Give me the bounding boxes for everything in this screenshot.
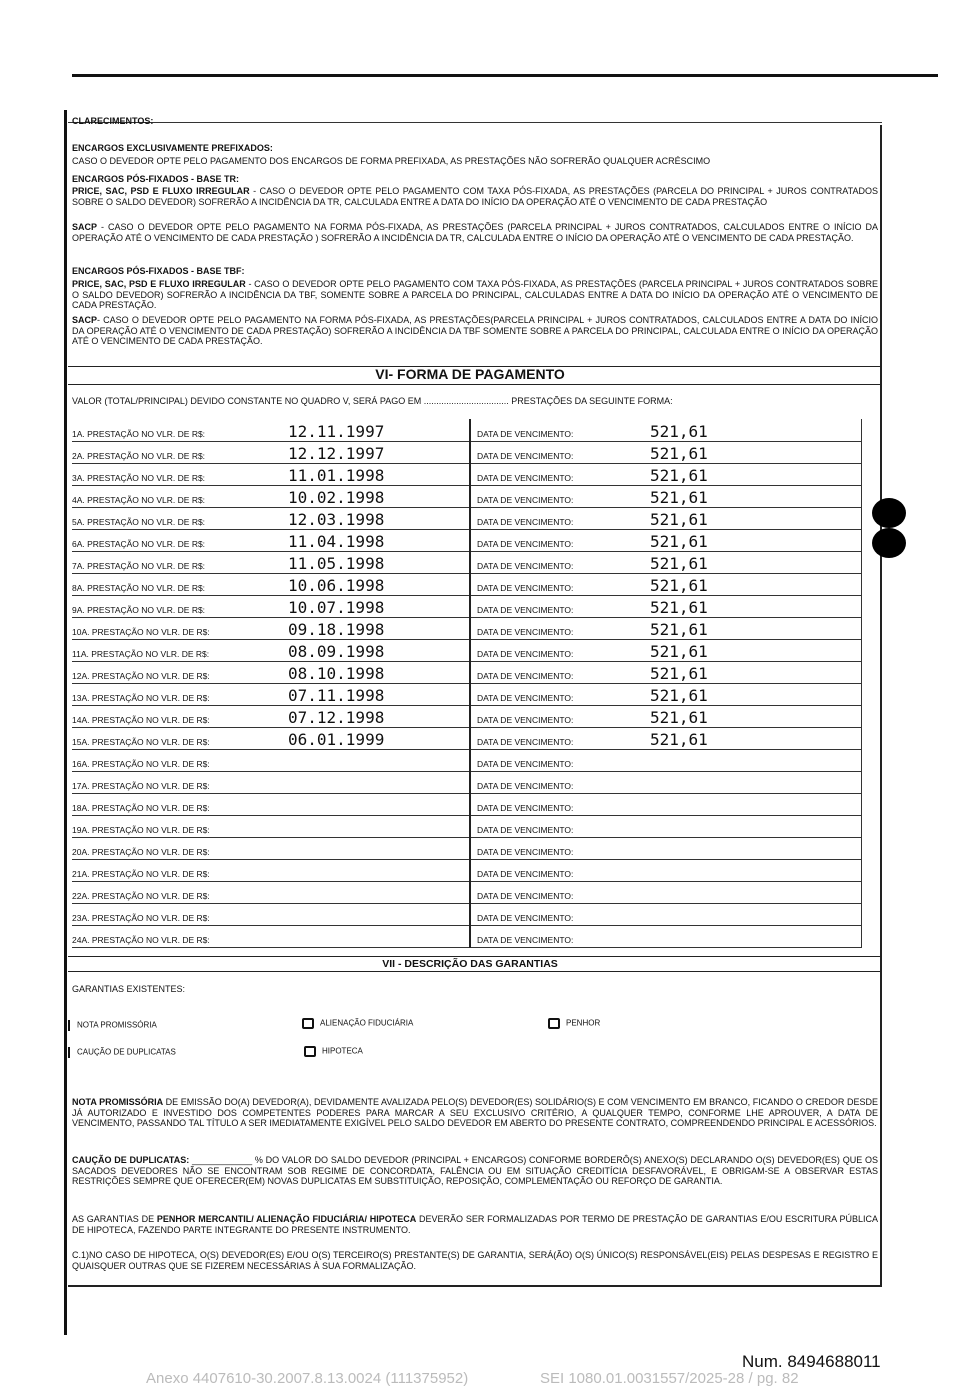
table-row <box>72 793 862 815</box>
due-date-label: DATA DE VENCIMENTO: <box>470 837 650 859</box>
frame-top-line <box>68 122 882 123</box>
installment-date: 12.11.1997 <box>222 419 470 441</box>
option-alienacao <box>302 1018 413 1029</box>
installment-value: 521,61 <box>650 551 862 573</box>
p3-lead: PENHOR MERCANTIL/ ALIENAÇÃO FIDUCIÁRIA/ HIPOTECA <box>156 1214 417 1224</box>
installment-label: 20A. PRESTAÇÃO NO VLR. DE R$: <box>72 837 222 859</box>
due-date-label: DATA DE VENCIMENTO: <box>470 903 650 925</box>
installment-label: 21A. PRESTAÇÃO NO VLR. DE R$: <box>72 859 222 881</box>
p1-lead: NOTA PROMISSÓRIA <box>72 1097 164 1107</box>
installment-label: 9A. PRESTAÇÃO NO VLR. DE R$: <box>72 595 222 617</box>
tr-sacp-text: - CASO O DEVEDOR OPTE PELO PAGAMENTO NA FORMA PÓS-FIXADA, AS PRESTAÇÕES (PARCELA PRINCIPAL + JUROS CONTRATADOS, CALCULADOS ENTRE O INÍCIO DA OPERAÇÃO ATÉ O VENCIMENTO DE CADA PRESTAÇÃO ) SOFRERÃO A INCIDÊNCIA DA TR, CALCULADA ENTRE O INÍCIO DA OPERAÇÃO ATÉ O VENCIMENTO DE CADA PRESTAÇÃO. <box>72 222 878 243</box>
installment-value: 521,61 <box>650 463 862 485</box>
garantias-formalizacao-paragraph <box>72 1214 878 1235</box>
table-row <box>72 485 862 507</box>
due-date-label: DATA DE VENCIMENTO: <box>470 881 650 903</box>
due-date-label: DATA DE VENCIMENTO: <box>470 925 650 947</box>
installment-date <box>222 793 470 815</box>
p1-text: DE EMISSÃO DO(A) DEVEDOR(A), DEVIDAMENTE AVALIZADA PELO(S) DEVEDOR(ES) SOLIDÁRIO(S) E COM VENCIMENTO EM BRANCO, FICANDO O CREDOR DESDE JÁ AUTORIZADO E INVESTIDO DOS COMPETENTES PODERES PARA MARCAR A SEU EXCLUSIVO CRITÉRIO, A QUALQUER TEMPO, CONFORME LHE APROUVER, A DATA DE VENCIMENTO, PASSANDO TAL TÍTULO A SER IMEDIATAMENTE EXIGÍVEL PELO SALDO DEVEDOR EM ABERTO DO PRESENTE CONTRATO, COMPREENDENDO PRINCIPAL E ACESSÓRIOS. <box>72 1097 878 1128</box>
option-nota-promissoria <box>68 1020 157 1031</box>
installment-value <box>650 837 862 859</box>
caucao-paragraph <box>72 1155 878 1187</box>
installment-date <box>222 881 470 903</box>
installment-value <box>650 903 862 925</box>
table-row <box>72 705 862 727</box>
installment-date: 07.12.1998 <box>222 705 470 727</box>
installment-value: 521,61 <box>650 419 862 441</box>
tbf-heading: ENCARGOS PÓS-FIXADOS - BASE TBF: <box>72 266 245 276</box>
garantias-existentes-label: GARANTIAS EXISTENTES: <box>72 984 186 994</box>
due-date-label: DATA DE VENCIMENTO: <box>470 771 650 793</box>
checkbox-icon <box>302 1018 314 1029</box>
p2-text: ____________ % DO VALOR DO SALDO DEVEDOR (PRINCIPAL + ENCARGOS) CONFORME BORDERÔ(S) ANEXO(S) DECLARANDO O(S) DEVEDOR(ES) QUE OS SACADOS DEVEDORES NÃO SE ENCONTRAM SOB REGIME DE CONCORDATA, FALÊNCIA OU EM SITUAÇÃO CREDITÍCIA DESFAVORÁVEL, E OBRIGAM-SE A OBSERVAR ESTAS RESTRIÇÕES SEMPRE QUE OFERECER(EM) NOVAS DUPLICATAS EM SUBSTITUIÇÃO, REPOSIÇÃO, COMPLEMENTAÇÃO OU REFORÇO DE GARANTIA. <box>72 1155 878 1186</box>
installment-label: 22A. PRESTAÇÃO NO VLR. DE R$: <box>72 881 222 903</box>
due-date-label: DATA DE VENCIMENTO: <box>470 705 650 727</box>
frame-bottom-line <box>68 1285 882 1287</box>
installment-label: 8A. PRESTAÇÃO NO VLR. DE R$: <box>72 573 222 595</box>
installment-label: 7A. PRESTAÇÃO NO VLR. DE R$: <box>72 551 222 573</box>
installment-date: 11.01.1998 <box>222 463 470 485</box>
installment-date <box>222 903 470 925</box>
pagamento-intro: VALOR (TOTAL/PRINCIPAL) DEVIDO CONSTANTE NO QUADRO V, SERÁ PAGO EM .................................. PRESTAÇÕES DA SEGUINTE FORMA: <box>72 396 673 406</box>
table-row <box>72 639 862 661</box>
due-date-label: DATA DE VENCIMENTO: <box>470 683 650 705</box>
installment-date: 10.02.1998 <box>222 485 470 507</box>
caucao-duplicatas-label: CAUÇÃO DE DUPLICATAS <box>77 1047 176 1057</box>
table-row <box>72 529 862 551</box>
penhor-label: PENHOR <box>566 1018 601 1028</box>
tbf-price-text: - CASO O DEVEDOR OPTE PELO PAGAMENTO COM TAXA PÓS-FIXADA, AS PRESTAÇÕES (PARCELA PRINCIPAL + JUROS CONTRATADOS SOBRE O SALDO DEVEDOR) SOFRERÃO A INCIDÊNCIA DA TBF, SOMENTE SOBRE A PARCELA DO PRINCIPAL, CALCULADAS ENTRE A DATA DO INÍCIO DA OPERAÇÃO ATÉ O VENCIMENTO DE CADA PRESTAÇÃO. <box>72 279 878 310</box>
due-date-label: DATA DE VENCIMENTO: <box>470 551 650 573</box>
installment-label: 24A. PRESTAÇÃO NO VLR. DE R$: <box>72 925 222 947</box>
hipoteca-paragraph: C.1)NO CASO DE HIPOTECA, O(S) DEVEDOR(ES) E/OU O(S) TERCEIRO(S) PRESTANTE(S) DE GARANTIA, SERÁ(ÃO) O(S) ÚNICO(S) RESPONSÁVEL(EIS) PELAS DESPESAS E REGISTRO E QUAISQUER OUTRAS QUE SE FIZEREM NECESSÁRIAS À SUA FORMALIZAÇÃO. <box>72 1250 878 1271</box>
table-row <box>72 837 862 859</box>
due-date-label: DATA DE VENCIMENTO: <box>470 815 650 837</box>
tbf-sacp-text: - CASO O DEVEDOR OPTE PELO PAGAMENTO NA FORMA PÓS-FIXADA, AS PRESTAÇÕES(PARCELA PRINCIPAL + JUROS CONTRATADOS, CALCULADOS ENTRE A DATA DO INÍCIO DA OPERAÇÃO ATÉ O VENCIMENTO DE CADA PRESTAÇÃO) SOFRERÃO A INCIDÊNCIA DA TBF SOMENTE SOBRE A PARCELA DO PRINCIPAL, CALCULADA ENTRE O INÍCIO DA OPERAÇÃO ATÉ O VENCIMENTO DE CADA PRESTAÇÃO. <box>72 315 878 346</box>
table-row <box>72 507 862 529</box>
installment-label: 23A. PRESTAÇÃO NO VLR. DE R$: <box>72 903 222 925</box>
installment-date: 12.03.1998 <box>222 507 470 529</box>
table-row <box>72 771 862 793</box>
installment-value: 521,61 <box>650 485 862 507</box>
installment-value <box>650 925 862 947</box>
installment-label: 16A. PRESTAÇÃO NO VLR. DE R$: <box>72 749 222 771</box>
tr-price-lead: PRICE, SAC, PSD E FLUXO IRREGULAR <box>72 186 250 196</box>
tbf-sacp-lead: SACP <box>72 315 98 325</box>
document-number: Num. 8494688011 <box>742 1352 881 1371</box>
check-mark-icon <box>68 1020 70 1031</box>
due-date-label: DATA DE VENCIMENTO: <box>470 573 650 595</box>
installment-value: 521,61 <box>650 595 862 617</box>
installment-value: 521,61 <box>650 661 862 683</box>
prefixados-text: CASO O DEVEDOR OPTE PELO PAGAMENTO DOS ENCARGOS DE FORMA PREFIXADA, AS PRESTAÇÕES NÃO SOFRERÃO QUALQUER ACRÉSCIMO <box>72 156 711 166</box>
installment-date: 09.18.1998 <box>222 617 470 639</box>
installment-label: 18A. PRESTAÇÃO NO VLR. DE R$: <box>72 793 222 815</box>
installment-label: 11A. PRESTAÇÃO NO VLR. DE R$: <box>72 639 222 661</box>
installment-value <box>650 771 862 793</box>
p2-lead: CAUÇÃO DE DUPLICATAS: <box>72 1155 190 1165</box>
installment-date <box>222 815 470 837</box>
due-date-label: DATA DE VENCIMENTO: <box>470 793 650 815</box>
installment-date: 06.01.1999 <box>222 727 470 749</box>
due-date-label: DATA DE VENCIMENTO: <box>470 485 650 507</box>
table-row <box>72 859 862 881</box>
installment-value: 521,61 <box>650 529 862 551</box>
installment-value <box>650 815 862 837</box>
forma-pagamento-title: VI- FORMA DE PAGAMENTO <box>375 366 565 382</box>
installment-value: 521,61 <box>650 441 862 463</box>
due-date-label: DATA DE VENCIMENTO: <box>470 463 650 485</box>
installment-date <box>222 925 470 947</box>
tr-sacp-paragraph <box>72 222 878 243</box>
table-row <box>72 925 862 947</box>
due-date-label: DATA DE VENCIMENTO: <box>470 507 650 529</box>
installment-date: 08.10.1998 <box>222 661 470 683</box>
table-row <box>72 595 862 617</box>
tbf-sacp-paragraph <box>72 315 878 347</box>
installment-date: 08.09.1998 <box>222 639 470 661</box>
checkbox-icon <box>548 1018 560 1029</box>
tbf-price-lead: PRICE, SAC, PSD E FLUXO IRREGULAR <box>72 279 246 289</box>
table-row <box>72 881 862 903</box>
due-date-label: DATA DE VENCIMENTO: <box>470 727 650 749</box>
table-row <box>72 551 862 573</box>
installment-date: 11.04.1998 <box>222 529 470 551</box>
installment-label: 12A. PRESTAÇÃO NO VLR. DE R$: <box>72 661 222 683</box>
check-mark-icon <box>68 1047 70 1058</box>
due-date-label: DATA DE VENCIMENTO: <box>470 749 650 771</box>
installment-label: 1A. PRESTAÇÃO NO VLR. DE R$: <box>72 419 222 441</box>
installment-value <box>650 859 862 881</box>
installment-label: 3A. PRESTAÇÃO NO VLR. DE R$: <box>72 463 222 485</box>
table-row <box>72 749 862 771</box>
installment-date: 12.12.1997 <box>222 441 470 463</box>
right-frame-line <box>880 125 882 1285</box>
table-row <box>72 617 862 639</box>
installment-value: 521,61 <box>650 683 862 705</box>
due-date-label: DATA DE VENCIMENTO: <box>470 859 650 881</box>
installment-label: 6A. PRESTAÇÃO NO VLR. DE R$: <box>72 529 222 551</box>
prefixados-heading: ENCARGOS EXCLUSIVAMENTE PREFIXADOS: <box>72 143 273 153</box>
installment-label: 5A. PRESTAÇÃO NO VLR. DE R$: <box>72 507 222 529</box>
installment-value: 521,61 <box>650 705 862 727</box>
hipoteca-label: HIPOTECA <box>322 1046 363 1056</box>
section-divider <box>68 971 882 972</box>
installment-label: 4A. PRESTAÇÃO NO VLR. DE R$: <box>72 485 222 507</box>
due-date-label: DATA DE VENCIMENTO: <box>470 595 650 617</box>
installment-date: 10.07.1998 <box>222 595 470 617</box>
option-hipoteca <box>304 1046 363 1057</box>
installment-label: 17A. PRESTAÇÃO NO VLR. DE R$: <box>72 771 222 793</box>
due-date-label: DATA DE VENCIMENTO: <box>470 617 650 639</box>
annex-watermark: Anexo 4407610-30.2007.8.13.0024 (111375952) <box>146 1370 469 1387</box>
section-divider <box>68 384 882 385</box>
installment-date <box>222 837 470 859</box>
due-date-label: DATA DE VENCIMENTO: <box>470 419 650 441</box>
installment-value: 521,61 <box>650 639 862 661</box>
due-date-label: DATA DE VENCIMENTO: <box>470 661 650 683</box>
installment-date <box>222 859 470 881</box>
table-row <box>72 903 862 925</box>
due-date-label: DATA DE VENCIMENTO: <box>470 529 650 551</box>
garantias-title: VII - DESCRIÇÃO DAS GARANTIAS <box>382 958 558 970</box>
installment-label: 14A. PRESTAÇÃO NO VLR. DE R$: <box>72 705 222 727</box>
section-divider <box>68 956 882 957</box>
alienacao-label: ALIENAÇÃO FIDUCIÁRIA <box>320 1018 414 1028</box>
installment-date <box>222 771 470 793</box>
installment-date: 10.06.1998 <box>222 573 470 595</box>
tr-sacp-lead: SACP <box>72 222 98 232</box>
top-rule <box>72 74 938 77</box>
installment-value: 521,61 <box>650 507 862 529</box>
table-row <box>72 683 862 705</box>
left-margin-bar <box>64 110 67 1335</box>
sei-watermark: SEI 1080.01.0031557/2025-28 / pg. 82 <box>540 1370 799 1387</box>
section-title-clarecimentos: CLARECIMENTOS: <box>72 116 154 126</box>
nota-promissoria-paragraph <box>72 1097 878 1129</box>
tr-price-paragraph <box>72 186 878 207</box>
installment-value: 521,61 <box>650 727 862 749</box>
installment-value <box>650 881 862 903</box>
installment-value: 521,61 <box>650 617 862 639</box>
installment-label: 13A. PRESTAÇÃO NO VLR. DE R$: <box>72 683 222 705</box>
installments-table <box>72 419 862 948</box>
tr-price-text: - CASO O DEVEDOR OPTE PELO PAGAMENTO COM TAXA PÓS-FIXADA, AS PRESTAÇÕES (PARCELA DO PRINCIPAL + JUROS CONTRATADOS SOBRE O SALDO DEVEDOR) SOFRERÃO A INCIDÊNCIA DA TR, CALCULADA ENTRE A DATA DO INÍCIO DA OPERAÇÃO ATÉ O VENCIMENTO DE CADA PRESTAÇÃO <box>72 186 878 207</box>
punch-hole-mark <box>872 528 906 558</box>
table-row <box>72 661 862 683</box>
due-date-label: DATA DE VENCIMENTO: <box>470 639 650 661</box>
tbf-price-paragraph <box>72 279 878 311</box>
due-date-label: DATA DE VENCIMENTO: <box>470 441 650 463</box>
tr-heading: ENCARGOS PÓS-FIXADOS - BASE TR: <box>72 174 240 184</box>
table-row <box>72 419 862 441</box>
installment-value: 521,61 <box>650 573 862 595</box>
installment-date: 07.11.1998 <box>222 683 470 705</box>
table-row <box>72 573 862 595</box>
nota-promissoria-label: NOTA PROMISSÓRIA <box>77 1020 157 1030</box>
option-penhor <box>548 1018 600 1029</box>
installment-label: 2A. PRESTAÇÃO NO VLR. DE R$: <box>72 441 222 463</box>
installment-value <box>650 793 862 815</box>
option-caucao-duplicatas <box>68 1047 176 1058</box>
installment-label: 10A. PRESTAÇÃO NO VLR. DE R$: <box>72 617 222 639</box>
table-row <box>72 815 862 837</box>
installment-date: 11.05.1998 <box>222 551 470 573</box>
installment-value <box>650 749 862 771</box>
p3-pre: AS GARANTIAS DE <box>72 1214 157 1224</box>
installment-label: 19A. PRESTAÇÃO NO VLR. DE R$: <box>72 815 222 837</box>
installment-date <box>222 749 470 771</box>
table-row <box>72 463 862 485</box>
checkbox-icon <box>304 1046 316 1057</box>
punch-hole-mark <box>872 498 906 528</box>
table-row <box>72 441 862 463</box>
table-row <box>72 727 862 749</box>
installment-label: 15A. PRESTAÇÃO NO VLR. DE R$: <box>72 727 222 749</box>
p3-text: DEVERÃO SER FORMALIZADAS POR TERMO DE PRESTAÇÃO DE GARANTIAS E/OU ESCRITURA PÚBLICA DE HIPOTECA, FAZENDO PARTE INTEGRANTE DO PRESENTE INSTRUMENTO. <box>72 1214 878 1235</box>
